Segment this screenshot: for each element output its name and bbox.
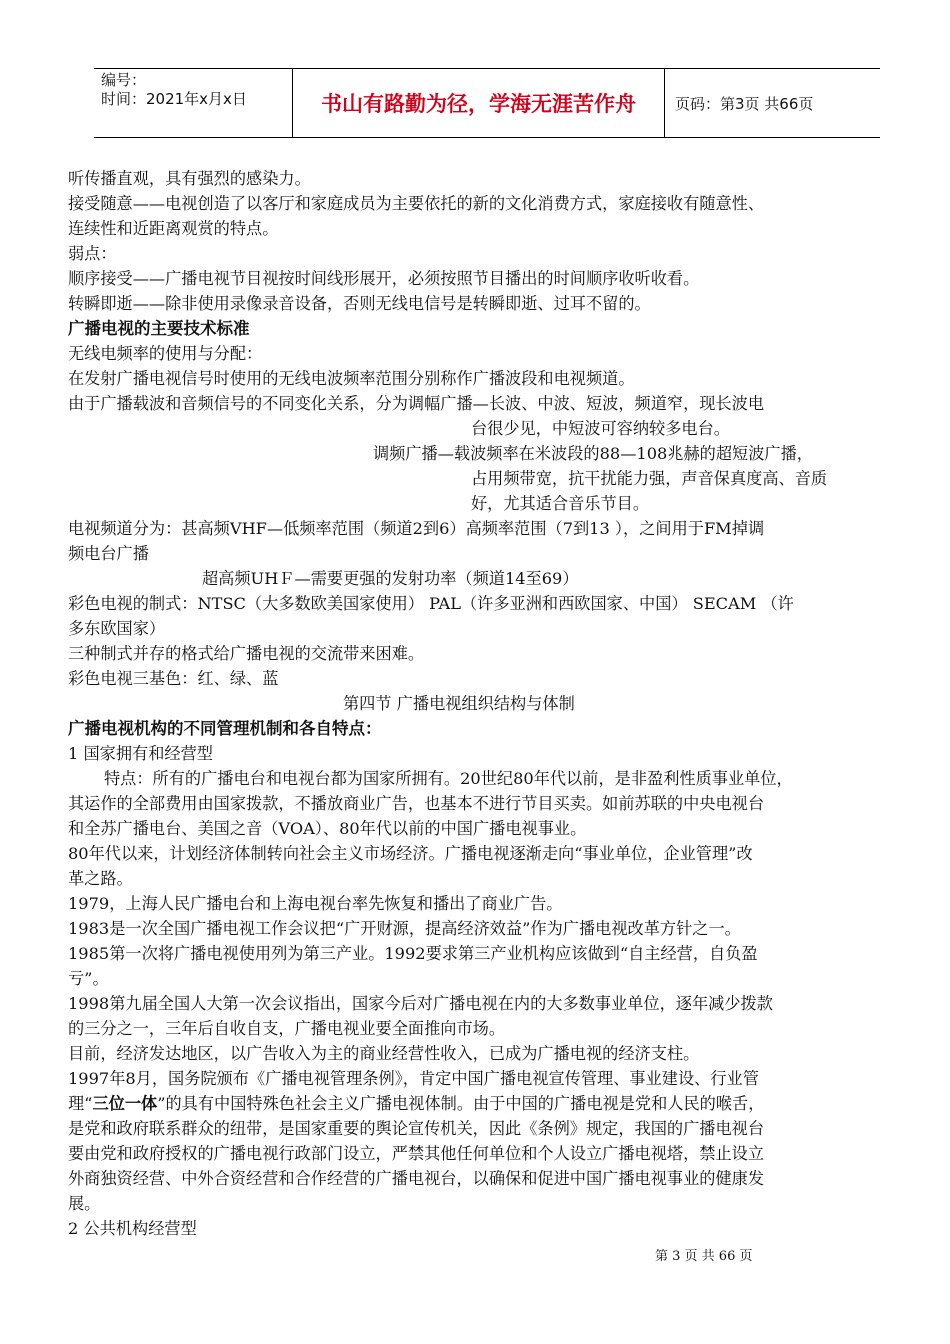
text-line: 80年代以来，计划经济体制转向社会主义市场经济。广播电视逐渐走向“事业单位，企业管理”改	[68, 844, 753, 863]
text-line: 特点：所有的广播电台和电视台都为国家所拥有。20世纪80年代以前，是非盈利性质事业单位，	[104, 769, 793, 788]
time-label: 时间：2021年x月x日	[101, 90, 247, 108]
text-line: 外商独资经营、中外合资经营和合作经营的广播电视台，以确保和促进中国广播电视事业的健康发	[68, 1169, 765, 1188]
text-line: 革之路。	[68, 869, 133, 888]
text-line	[68, 1091, 910, 1116]
header-meta	[94, 69, 292, 137]
text-line: 1979，上海人民广播电台和上海电视台率先恢复和播出了商业广告。	[68, 894, 563, 913]
text-line: 接受随意——电视创造了以客厅和家庭成员为主要依托的新的文化消费方式，家庭接收有随意性、	[68, 194, 765, 213]
text-line: 彩色电视三基色：红、绿、蓝	[68, 669, 279, 688]
text-line: 的三分之一，三年后自收自支，广播电视业要全面推向市场。	[68, 1019, 506, 1038]
bold-phrase: 三位一体	[92, 1094, 158, 1113]
text-line: 是党和政府联系群众的纽带，是国家重要的舆论宣传机关，因此《条例》规定，我国的广播电视台	[68, 1119, 765, 1138]
text-line: 展。	[68, 1194, 101, 1213]
document-body	[68, 166, 910, 1241]
text-line: 好，尤其适合音乐节目。	[471, 494, 650, 513]
text-line: 超高频UHＦ—需要更强的发射功率（频道14至69）	[202, 569, 579, 588]
header-motto: 书山有路勤为径，学海无涯苦作舟	[292, 69, 665, 137]
text-line: 占用频带宽，抗干扰能力强，声音保真度高、音质	[471, 469, 828, 488]
text-line: 2 公共机构经营型	[68, 1219, 197, 1238]
text-line: 由于广播载波和音频信号的不同变化关系，分为调幅广播—长波、中波、短波，频道窄，现长波电	[68, 394, 765, 413]
text-line: 顺序接受——广播电视节目视按时间线形展开，必须按照节目播出的时间顺序收听收看。	[68, 269, 700, 288]
text-line: 1 国家拥有和经营型	[68, 744, 213, 763]
text-line: 连续性和近距离观赏的特点。	[68, 219, 279, 238]
text-line: 听传播直观，具有强烈的感染力。	[68, 169, 311, 188]
text-line: 第四节 广播电视组织结构与体制	[343, 694, 575, 713]
text-line: 电视频道分为：甚高频VHF—低频率范围（频道2到6）高频率范围（7到13 ），之间用于FM掉调	[68, 519, 765, 538]
section-heading: 广播电视机构的不同管理机制和各自特点：	[68, 719, 382, 738]
text-line: 调频广播—载波频率在米波段的88—108兆赫的超短波广播，	[373, 444, 813, 463]
text-line: 弱点：	[68, 244, 117, 263]
text-line: 1998第九届全国人大第一次会议指出，国家今后对广播电视在内的大多数事业单位，逐年减少拨款	[68, 994, 773, 1013]
text-line: 其运作的全部费用由国家拨款，不播放商业广告，也基本不进行节目买卖。如前苏联的中央电视台	[68, 794, 765, 813]
text-segment: 理“	[68, 1094, 93, 1113]
section-heading: 广播电视的主要技术标准	[68, 319, 250, 338]
text-line: 在发射广播电视信号时使用的无线电波频率范围分别称作广播波段和电视频道。	[68, 369, 635, 388]
text-line: 台很少见，中短波可容纳较多电台。	[471, 419, 730, 438]
text-line: 和全苏广播电台、美国之音（VOA）、80年代以前的中国广播电视事业。	[68, 819, 587, 838]
serial-label: 编号：	[101, 71, 147, 89]
text-line: 目前，经济发达地区，以广告收入为主的商业经营性收入，已成为广播电视的经济支柱。	[68, 1044, 700, 1063]
text-line: 转瞬即逝——除非使用录像录音设备，否则无线电信号是转瞬即逝、过耳不留的。	[68, 294, 651, 313]
page-footer: 第 3 页 共 66 页	[655, 1249, 753, 1264]
page-header	[94, 68, 880, 138]
text-line: 无线电频率的使用与分配：	[68, 344, 263, 363]
text-line: 要由党和政府授权的广播电视行政部门设立，严禁其他任何单位和个人设立广播电视塔，禁止设立	[68, 1144, 765, 1163]
header-page-code: 页码：第3页 共66页	[675, 94, 814, 113]
text-line: 三种制式并存的格式给广播电视的交流带来困难。	[68, 644, 425, 663]
text-segment: ”的具有中国特殊色社会主义广播电视体制。由于中国的广播电视是党和人民的喉舌，	[157, 1094, 765, 1113]
text-line: 1997年8月，国务院颁布《广播电视管理条例》，肯定中国广播电视宣传管理、事业建设、行业管	[68, 1069, 759, 1088]
text-line: 多东欧国家）	[68, 619, 166, 638]
text-line: 亏”。	[68, 969, 109, 988]
text-line: 频电台广播	[68, 544, 149, 563]
text-line: 1985第一次将广播电视使用列为第三产业。1992要求第三产业机构应该做到“自主经营，自负盈	[68, 944, 758, 963]
text-line: 彩色电视的制式：NTSC（大多数欧美国家使用） PAL（许多亚洲和西欧国家、中国） SECAM （许	[68, 594, 794, 613]
text-line: 1983是一次全国广播电视工作会议把“广开财源，提高经济效益”作为广播电视改革方针之一。	[68, 919, 741, 938]
